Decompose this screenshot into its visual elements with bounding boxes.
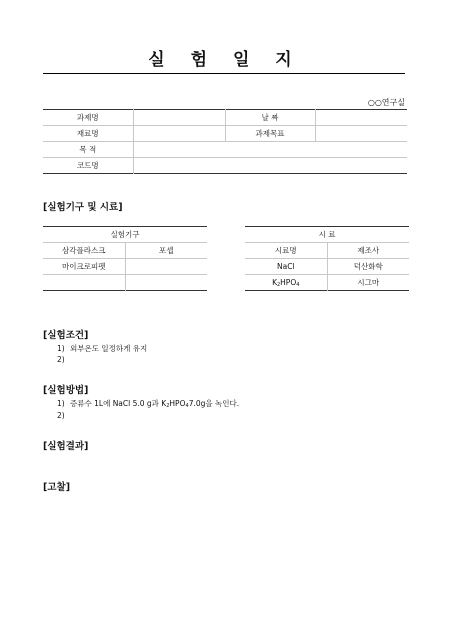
- equipment-empty-cell[interactable]: [43, 275, 125, 291]
- discussion-heading: [고찰]: [43, 482, 71, 493]
- reagent-maker: 덕산화학: [327, 259, 409, 275]
- material-name-field[interactable]: [133, 126, 225, 142]
- equipment-item: 포셉: [125, 243, 207, 259]
- table-row: [245, 275, 409, 291]
- purpose-label: 목 적: [43, 142, 133, 158]
- task-name-field[interactable]: [133, 110, 225, 126]
- reagent-name: $K_2HPO_4$: [245, 275, 327, 291]
- results-heading: [실험결과]: [43, 441, 89, 452]
- equipment-empty-cell[interactable]: [125, 259, 207, 275]
- table-row: [43, 142, 407, 158]
- page-title: 실 험 일 지: [148, 50, 302, 70]
- lab-name: ○○연구실: [367, 98, 405, 107]
- list-item: 2): [57, 355, 65, 364]
- table-row: [43, 243, 207, 259]
- method-heading: [실험방법]: [43, 385, 89, 396]
- info-table: [43, 109, 407, 174]
- table-row: [43, 126, 407, 142]
- equipment-item: 삼각플라스크: [43, 243, 125, 259]
- table-row: [43, 158, 407, 174]
- equipment-item: 마이크로피펫: [43, 259, 125, 275]
- reagent-name-column: 시료명: [245, 243, 327, 259]
- table-row: [245, 227, 409, 243]
- title-divider: [43, 73, 405, 74]
- task-goal-label: 과제목표: [225, 126, 315, 142]
- list-item: 2): [57, 411, 65, 420]
- table-row: [245, 243, 409, 259]
- conditions-heading: [실험조건]: [43, 330, 89, 341]
- purpose-field[interactable]: [133, 142, 407, 158]
- code-name-field[interactable]: [133, 158, 407, 174]
- reagent-table: [245, 226, 409, 291]
- table-row: [245, 259, 409, 275]
- date-field[interactable]: [315, 110, 407, 126]
- reagent-name: NaCl: [245, 259, 327, 275]
- equipment-header: 실험기구: [43, 227, 207, 243]
- equipment-empty-cell[interactable]: [125, 275, 207, 291]
- equipment-heading: [실험기구 및 시료]: [43, 202, 123, 213]
- task-goal-field[interactable]: [315, 126, 407, 142]
- reagent-header: 시 료: [245, 227, 409, 243]
- table-row: [43, 259, 207, 275]
- task-name-label: 과제명: [43, 110, 133, 126]
- table-row: [43, 110, 407, 126]
- reagent-maker: 시그마: [357, 278, 380, 287]
- table-row: [43, 227, 207, 243]
- material-name-label: 재료명: [43, 126, 133, 142]
- table-row: [43, 275, 207, 291]
- list-item: 1) 외부온도 일정하게 유지: [57, 344, 148, 353]
- date-label: 날 짜: [225, 110, 315, 126]
- equipment-table: [43, 226, 207, 291]
- reagent-maker-column: 제조사: [327, 243, 409, 259]
- code-name-label: 코드명: [43, 158, 133, 174]
- list-item: 1) 증류수 1L에 NaCl 5.0 g과 $K_2HPO_47.0g$을 녹인다.: [57, 399, 240, 409]
